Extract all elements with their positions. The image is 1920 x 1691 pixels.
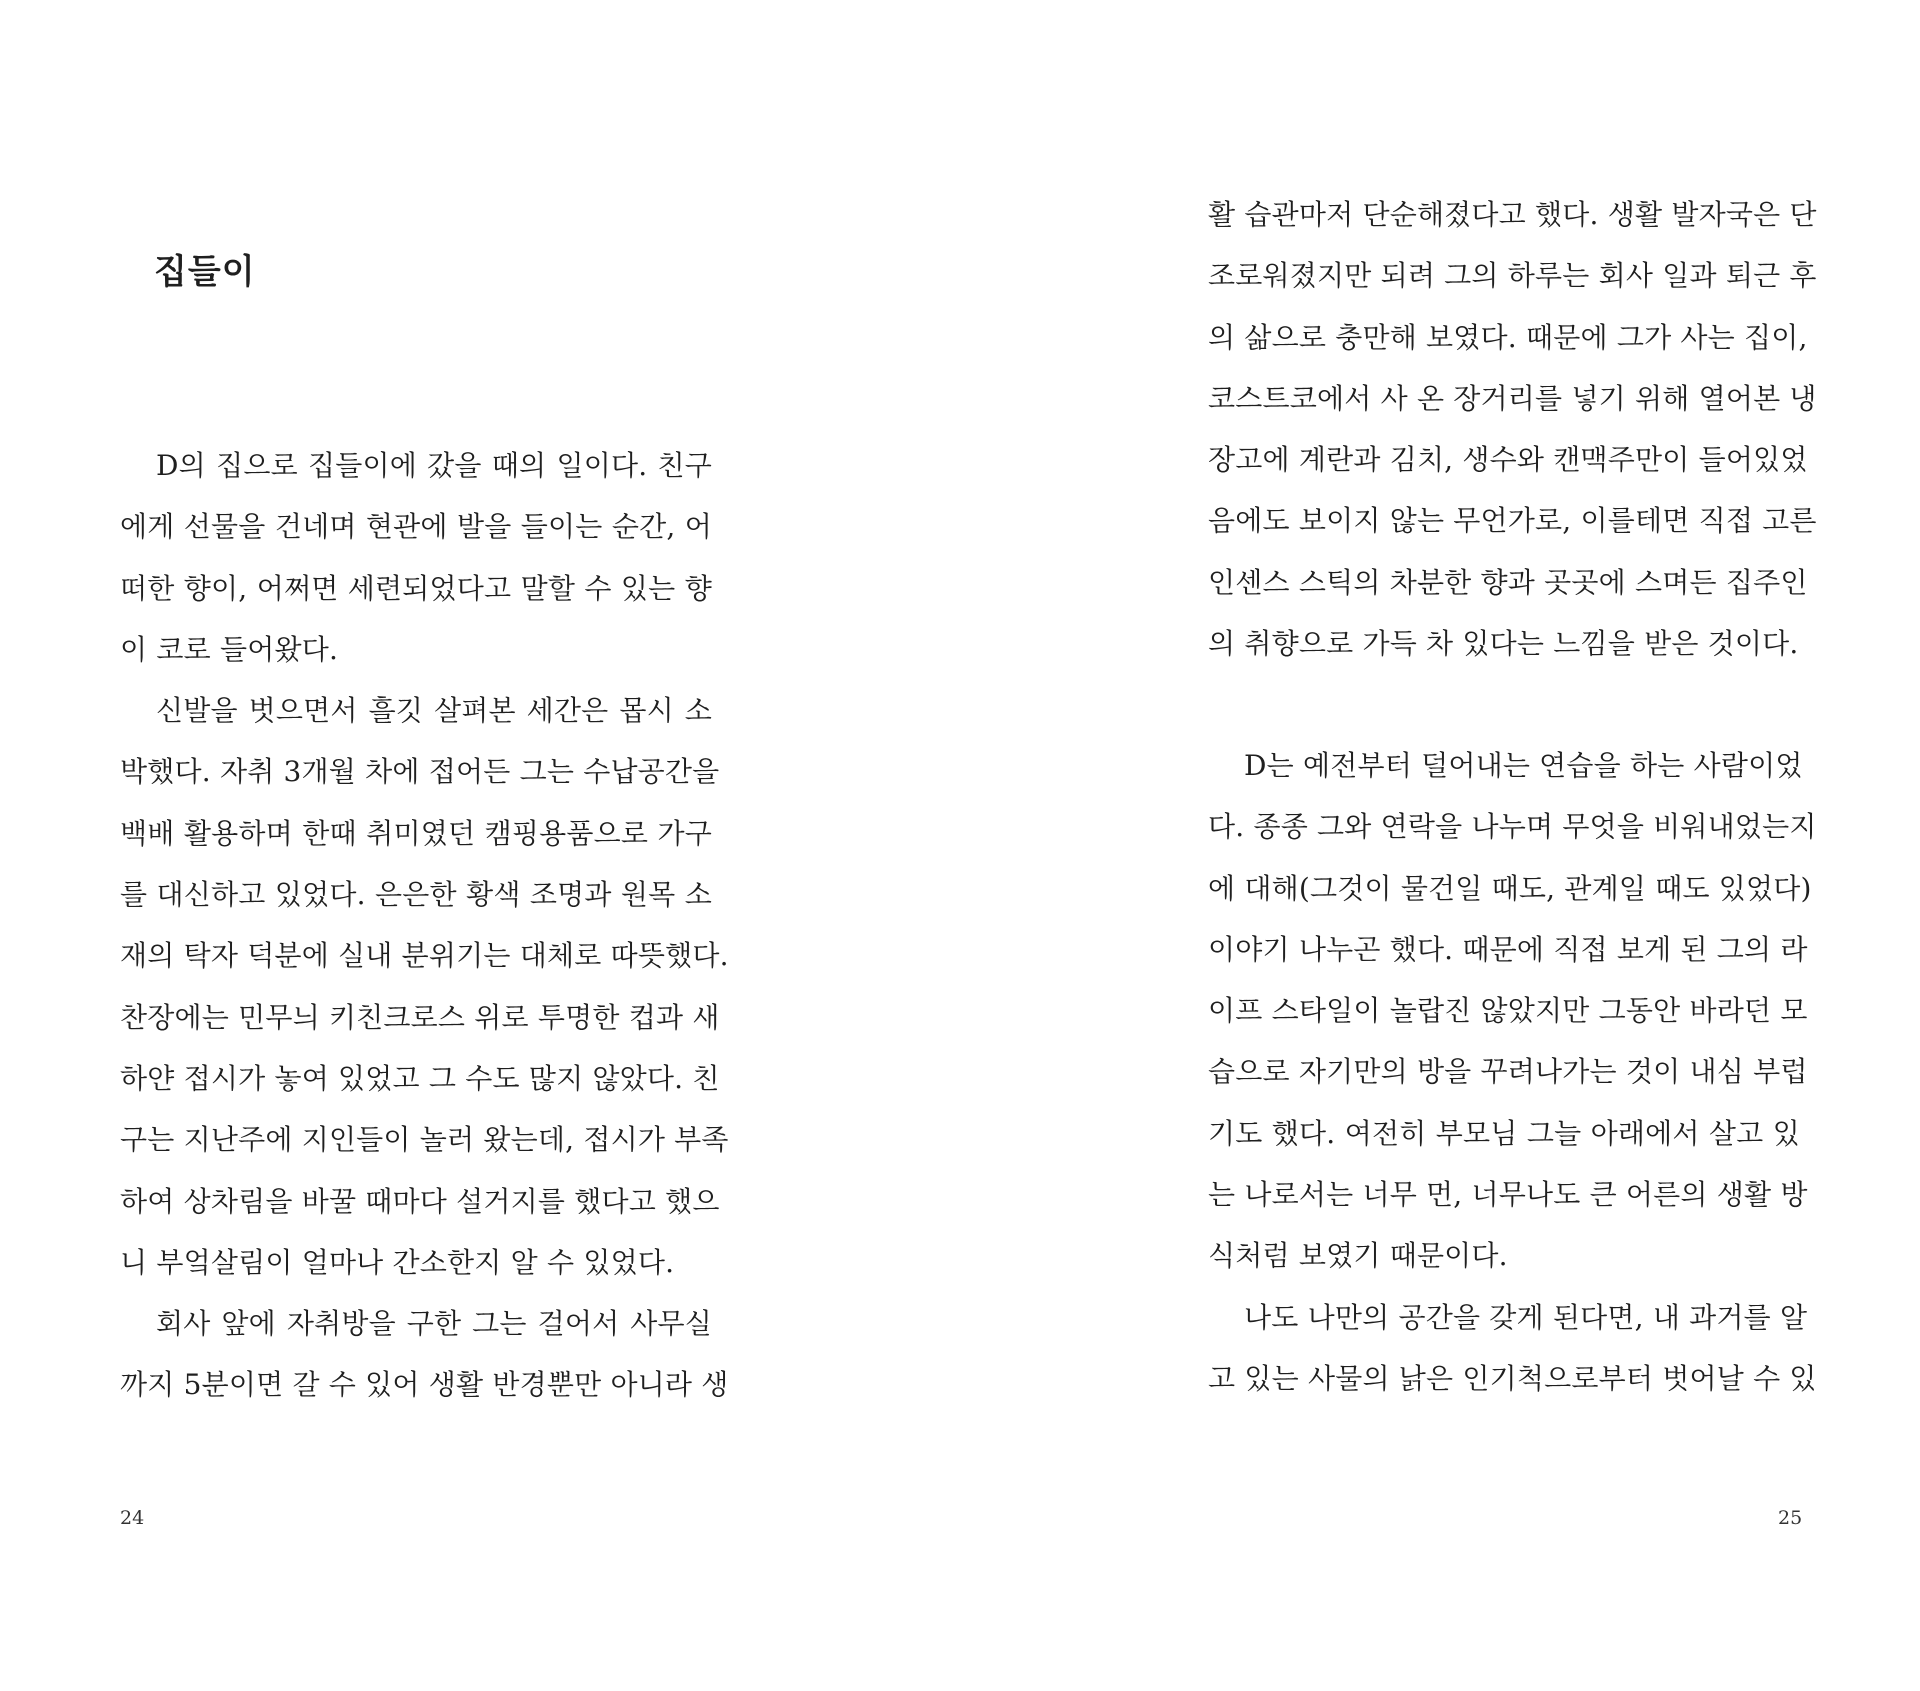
text-line: 인센스 스틱의 차분한 향과 곳곳에 스며든 집주인 bbox=[1208, 565, 1808, 599]
text-line: 에 대해(그것이 물건일 때도, 관계일 때도 있었다) bbox=[1208, 871, 1812, 905]
text-line: 회사 앞에 자취방을 구한 그는 걸어서 사무실 bbox=[156, 1307, 712, 1341]
text-line: 이야기 나누곤 했다. 때문에 직접 보게 된 그의 라 bbox=[1208, 932, 1808, 966]
text-line: 하여 상차림을 바꿀 때마다 설거지를 했다고 했으 bbox=[120, 1184, 720, 1218]
right-body-text-block-1 bbox=[1208, 184, 1817, 674]
text-line: D는 예전부터 덜어내는 연습을 하는 사람이었 bbox=[1244, 749, 1803, 782]
text-line: 신발을 벗으면서 흘깃 살펴본 세간은 몹시 소 bbox=[156, 694, 712, 728]
text-line: 의 취향으로 가득 차 있다는 느낌을 받은 것이다. bbox=[1208, 627, 1799, 661]
right-body-text-block-2 bbox=[1208, 735, 1817, 1409]
text-line: 구는 지난주에 지인들이 놀러 왔는데, 접시가 부족 bbox=[120, 1123, 729, 1157]
text-line: 박했다. 자취 3개월 차에 접어든 그는 수납공간을 bbox=[120, 755, 720, 789]
text-line: 찬장에는 민무늬 키친크로스 위로 투명한 컵과 새 bbox=[120, 1000, 720, 1034]
text-line: 까지 5분이면 갈 수 있어 생활 반경뿐만 아니라 생 bbox=[120, 1368, 729, 1402]
chapter-title: 집들이 bbox=[154, 252, 256, 292]
text-line: 코스트코에서 사 온 장거리를 넣기 위해 열어본 냉 bbox=[1208, 381, 1817, 415]
right-page bbox=[960, 0, 1920, 1691]
text-line: 의 삶으로 충만해 보였다. 때문에 그가 사는 집이, bbox=[1208, 320, 1808, 354]
text-line: 백배 활용하며 한때 취미였던 캠핑용품으로 가구 bbox=[120, 816, 712, 850]
text-line: D의 집으로 집들이에 갔을 때의 일이다. 친구 bbox=[156, 449, 712, 482]
text-line: 음에도 보이지 않는 무언가로, 이를테면 직접 고른 bbox=[1208, 504, 1817, 538]
page-number: 24 bbox=[120, 1507, 145, 1529]
text-line: 이 코로 들어왔다. bbox=[120, 632, 339, 666]
text-line: 고 있는 사물의 낡은 인기척으로부터 벗어날 수 있 bbox=[1208, 1361, 1817, 1395]
text-line: 에게 선물을 건네며 현관에 발을 들이는 순간, 어 bbox=[120, 510, 712, 544]
text-line: 나도 나만의 공간을 갖게 된다면, 내 과거를 알 bbox=[1244, 1300, 1808, 1334]
text-line: 하얀 접시가 놓여 있었고 그 수도 많지 않았다. 친 bbox=[120, 1061, 720, 1095]
text-line: 장고에 계란과 김치, 생수와 캔맥주만이 들어있었 bbox=[1208, 443, 1808, 477]
text-line: 는 나로서는 너무 먼, 너무나도 큰 어른의 생활 방 bbox=[1208, 1178, 1808, 1212]
text-line: 조로워졌지만 되려 그의 하루는 회사 일과 퇴근 후 bbox=[1208, 259, 1817, 293]
text-line: 식처럼 보였기 때문이다. bbox=[1208, 1239, 1508, 1273]
text-line: 니 부엌살림이 얼마나 간소한지 알 수 있었다. bbox=[120, 1245, 675, 1279]
text-line: 이프 스타일이 놀랍진 않았지만 그동안 바라던 모 bbox=[1208, 994, 1808, 1028]
left-body-text bbox=[120, 435, 729, 1416]
text-line: 기도 했다. 여전히 부모님 그늘 아래에서 살고 있 bbox=[1208, 1116, 1800, 1150]
text-line: 를 대신하고 있었다. 은은한 황색 조명과 원목 소 bbox=[120, 878, 712, 912]
text-line: 재의 탁자 덕분에 실내 분위기는 대체로 따뜻했다. bbox=[120, 939, 729, 973]
text-line: 활 습관마저 단순해졌다고 했다. 생활 발자국은 단 bbox=[1208, 198, 1817, 231]
text-line: 습으로 자기만의 방을 꾸려나가는 것이 내심 부럽 bbox=[1208, 1055, 1808, 1089]
text-line: 다. 종종 그와 연락을 나누며 무엇을 비워내었는지 bbox=[1208, 810, 1817, 844]
text-line: 떠한 향이, 어쩌면 세련되었다고 말할 수 있는 향 bbox=[120, 571, 712, 605]
page-number: 25 bbox=[1778, 1507, 1803, 1529]
